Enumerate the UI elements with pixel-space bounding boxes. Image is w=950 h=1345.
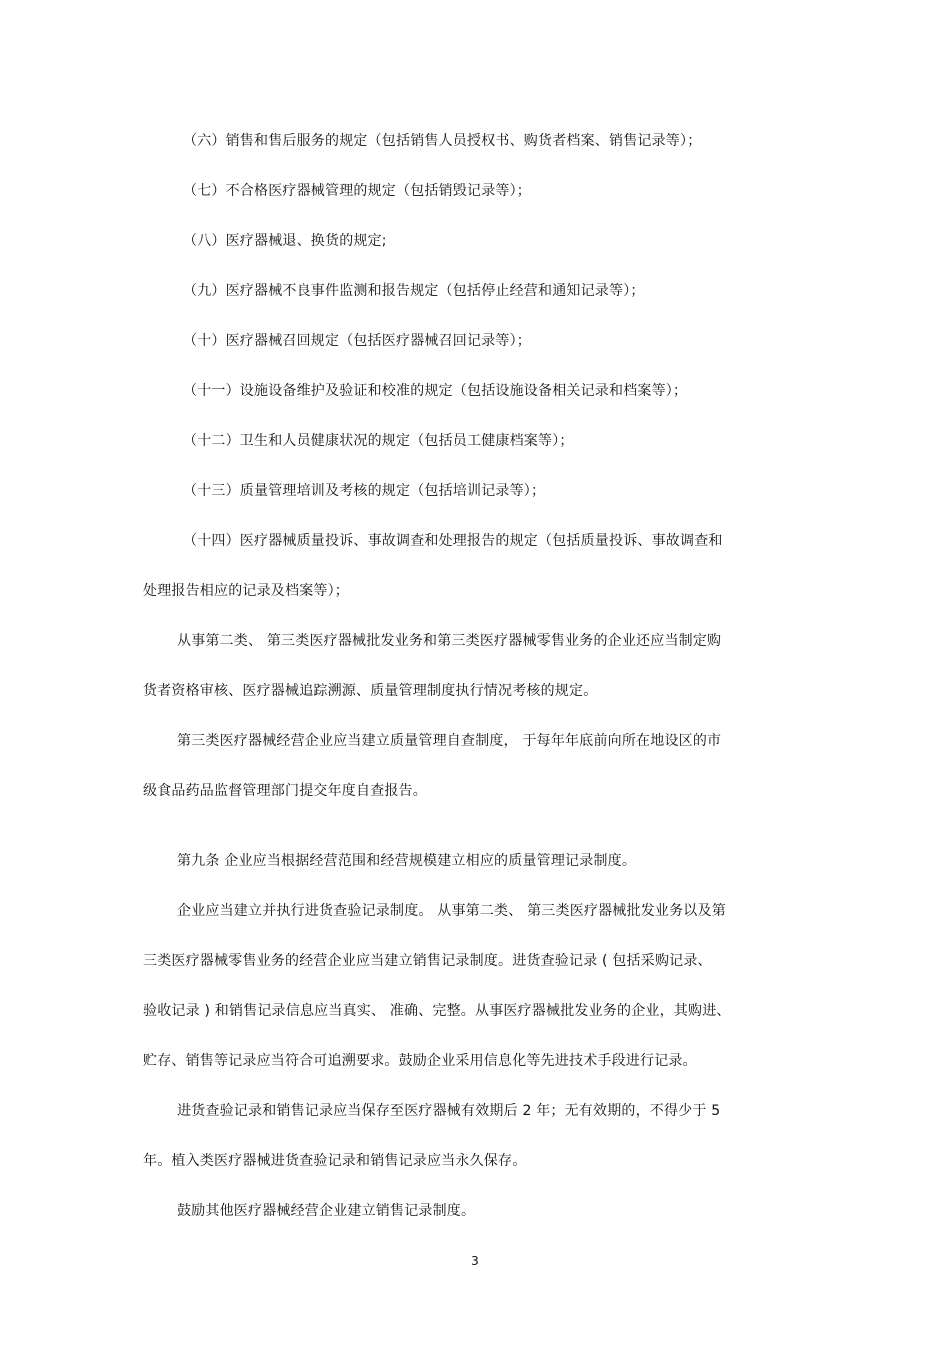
text-line-7: （十二）卫生和人员健康状况的规定（包括员工健康档案等）； — [183, 433, 574, 449]
text-line-3: （八）医疗器械退、换货的规定; — [183, 233, 387, 249]
text-line-2: （七）不合格医疗器械管理的规定（包括销毁记录等）； — [183, 183, 531, 199]
text-line-17: 三类医疗器械零售业务的经营企业应当建立销售记录制度。进货查验记录 ( 包括采购记录、 — [143, 953, 712, 969]
text-line-10: 处理报告相应的记录及档案等）； — [143, 583, 349, 599]
page-number: 3 — [471, 1254, 479, 1268]
text-line-9: （十四）医疗器械质量投诉、事故调查和处理报告的规定（包括质量投诉、事故调查和 — [183, 533, 723, 549]
text-line-22: 鼓励其他医疗器械经营企业建立销售记录制度。 — [177, 1203, 476, 1219]
text-line-18: 验收记录 ) 和销售记录信息应当真实、 准确、完整。从事医疗器械批发业务的企业，其购进、 — [143, 1003, 731, 1019]
text-line-21: 年。植入类医疗器械进货查验记录和销售记录应当永久保存。 — [143, 1153, 527, 1169]
text-line-11: 从事第二类、 第三类医疗器械批发业务和第三类医疗器械零售业务的企业还应当制定购 — [177, 633, 722, 649]
text-line-20: 进货查验记录和销售记录应当保存至医疗器械有效期后 2 年；无有效期的，不得少于 5 — [177, 1103, 721, 1119]
text-line-6: （十一）设施设备维护及验证和校准的规定（包括设施设备相关记录和档案等）； — [183, 383, 688, 399]
text-line-12: 货者资格审核、医疗器械追踪溯源、质量管理制度执行情况考核的规定。 — [143, 683, 598, 699]
text-line-13: 第三类医疗器械经营企业应当建立质量管理自查制度， 于每年年底前向所在地设区的市 — [177, 733, 722, 749]
text-line-1: （六）销售和售后服务的规定（包括销售人员授权书、购货者档案、销售记录等）； — [183, 133, 702, 149]
text-line-15: 第九条 企业应当根据经营范围和经营规模建立相应的质量管理记录制度。 — [177, 853, 637, 869]
text-line-5: （十）医疗器械召回规定（包括医疗器械召回记录等）； — [183, 333, 531, 349]
text-line-14: 级食品药品监督管理部门提交年度自查报告。 — [143, 783, 427, 799]
text-line-4: （九）医疗器械不良事件监测和报告规定（包括停止经营和通知记录等）； — [183, 283, 645, 299]
text-line-8: （十三）质量管理培训及考核的规定（包括培训记录等）； — [183, 483, 546, 499]
text-line-16: 企业应当建立并执行进货查验记录制度。 从事第二类、 第三类医疗器械批发业务以及第 — [177, 903, 726, 919]
text-line-19: 贮存、销售等记录应当符合可追溯要求。鼓励企业采用信息化等先进技术手段进行记录。 — [143, 1053, 697, 1069]
